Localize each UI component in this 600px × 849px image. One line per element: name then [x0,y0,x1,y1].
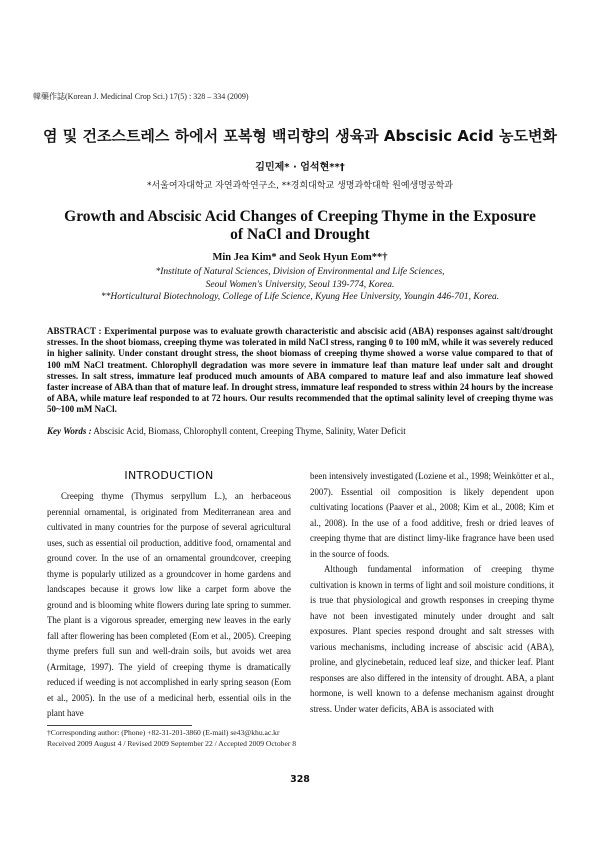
intro-paragraph: Although fundamental information of creeping thyme cultivation is known in terms of light and soil moisture conditions, it is true that physiological and growth responses in creeping thyme have not been investigated minutely under drought and salt exposures. Plant species respond drought and salt stresses with various mechanisms, including increase of abscisic acid (ABA), proline, and glycinebetain, reduced leaf size, and thicker leaf. Plant responses are also differed in the intensity of drought. ABA, a plant hormone, is well known to a defense mechanism against drought stress. Under water deficits, ABA is associated with [310,564,554,714]
page-number: 328 [290,774,310,785]
footnote-rule [47,725,192,726]
keywords-text: Abscisic Acid, Biomass, Chlorophyll content, Creeping Thyme, Salinity, Water Deficit [91,426,406,436]
introduction-heading: INTRODUCTION [124,469,214,482]
english-title: Growth and Abscisic Acid Changes of Creeping Thyme in the Exposure of NaCl and Drought [64,208,536,243]
korean-authors: 김민제* · 엄석현**† [255,162,345,173]
intro-paragraph: been intensively investigated (Loziene et al., 1998; Weinkötter et al., 2007). Essential oil composition is likely dependent upon cultivating locations (Paaver et al., 2008; Kim et al., 2008; Kim et al., 2008). In the use of a food additive, fresh or dried leaves of creeping thyme that are distinct limy-like fragrance have been used in the source of foods. [310,471,554,559]
abstract: ABSTRACT : Experimental purpose was to evaluate growth characteristic and abscisic acid (ABA) responses against salt/drought stresses. In the shoot biomass, creeping thyme was tolerated in mild NaCl stress, ranging 0 to 100 mM, while it was severely reduced in higher salinity. Under constant drought stress, the shoot biomass of creeping thyme showed a worse value compared to that of 100 mM NaCl treatment. Chlorophyll degradation was more severe in immature leaf than mature leaf under salt and drought stresses. In salt stress, immature leaf produced much amounts of ABA compared to mature leaf and also immature leaf showed faster increase of ABA than that of mature leaf. In drought stress, immature leaf responded to stress within 24 hours by the increase of ABA, while mature leaf responded to at 72 hours. Our results recommended that the optimal salinity level of creeping thyme was 50~100 mM NaCl. [47,326,553,415]
affiliation-line: Seoul Women's University, Seoul 139-774, Korea. [205,279,395,290]
footnote [47,728,296,749]
intro-paragraph: Creeping thyme (Thymus serpyllum L.), an herbaceous perennial ornamental, is originated from Mediterranean area and cultivated in many countries for the purpose of several agricultural uses, such as essential oil production, additive food, ornamental and ground cover. In the use of an ornamental groundcover, creeping thyme is popularly utilized as a groundcover in home gardens and landscapes because it grows low like a carpet form above the ground and is blooming white flowers during late spring to summer. The plant is a vigorous spreader, emerging new leaves in the early fall after flowering has been completed (Eom et al., 2005). Creeping thyme prefers full sun and well-drain soils, but avoids wet area (Armitage, 1997). The yield of creeping thyme is dramatically reduced if weeding is not accomplished in early spring season (Eom et al., 2005). In the use of a medicinal herb, essential oils in the plant have [47,491,291,718]
keywords [47,426,553,437]
corresponding-author: †Corresponding author: (Phone) +82-31-201-3860 (E-mail) se43@khu.ac.kr [47,728,280,737]
affiliation-line: *Institute of Natural Sciences, Division of Environmental and Life Sciences, [155,267,445,277]
received-dates: Received 2009 August 4 / Revised 2009 September 22 / Accepted 2009 October 8 [47,738,297,748]
journal-reference: 韓藥作誌(Korean J. Medicinal Crop Sci.) 17(5) : 328 – 334 (2009) [33,92,249,101]
keywords-label: Key Words : [47,426,92,436]
korean-title: 염 및 건조스트레스 하에서 포복형 백리향의 생육과 Abscisic Acid 농도변화 [43,127,557,145]
left-column [47,469,291,722]
english-authors: Min Jea Kim* and Seok Hyun Eom**† [212,252,388,263]
affiliation-line: **Horticultural Biotechnology, College of Life Science, Kyung Hee University, Youngin 446-701, Korea. [100,292,500,302]
english-affiliations [0,266,600,304]
right-column [310,469,554,717]
korean-affiliations: *서울여자대학교 자연과학연구소, **경희대학교 생명과학대학 원예생명공학과 [146,181,453,191]
